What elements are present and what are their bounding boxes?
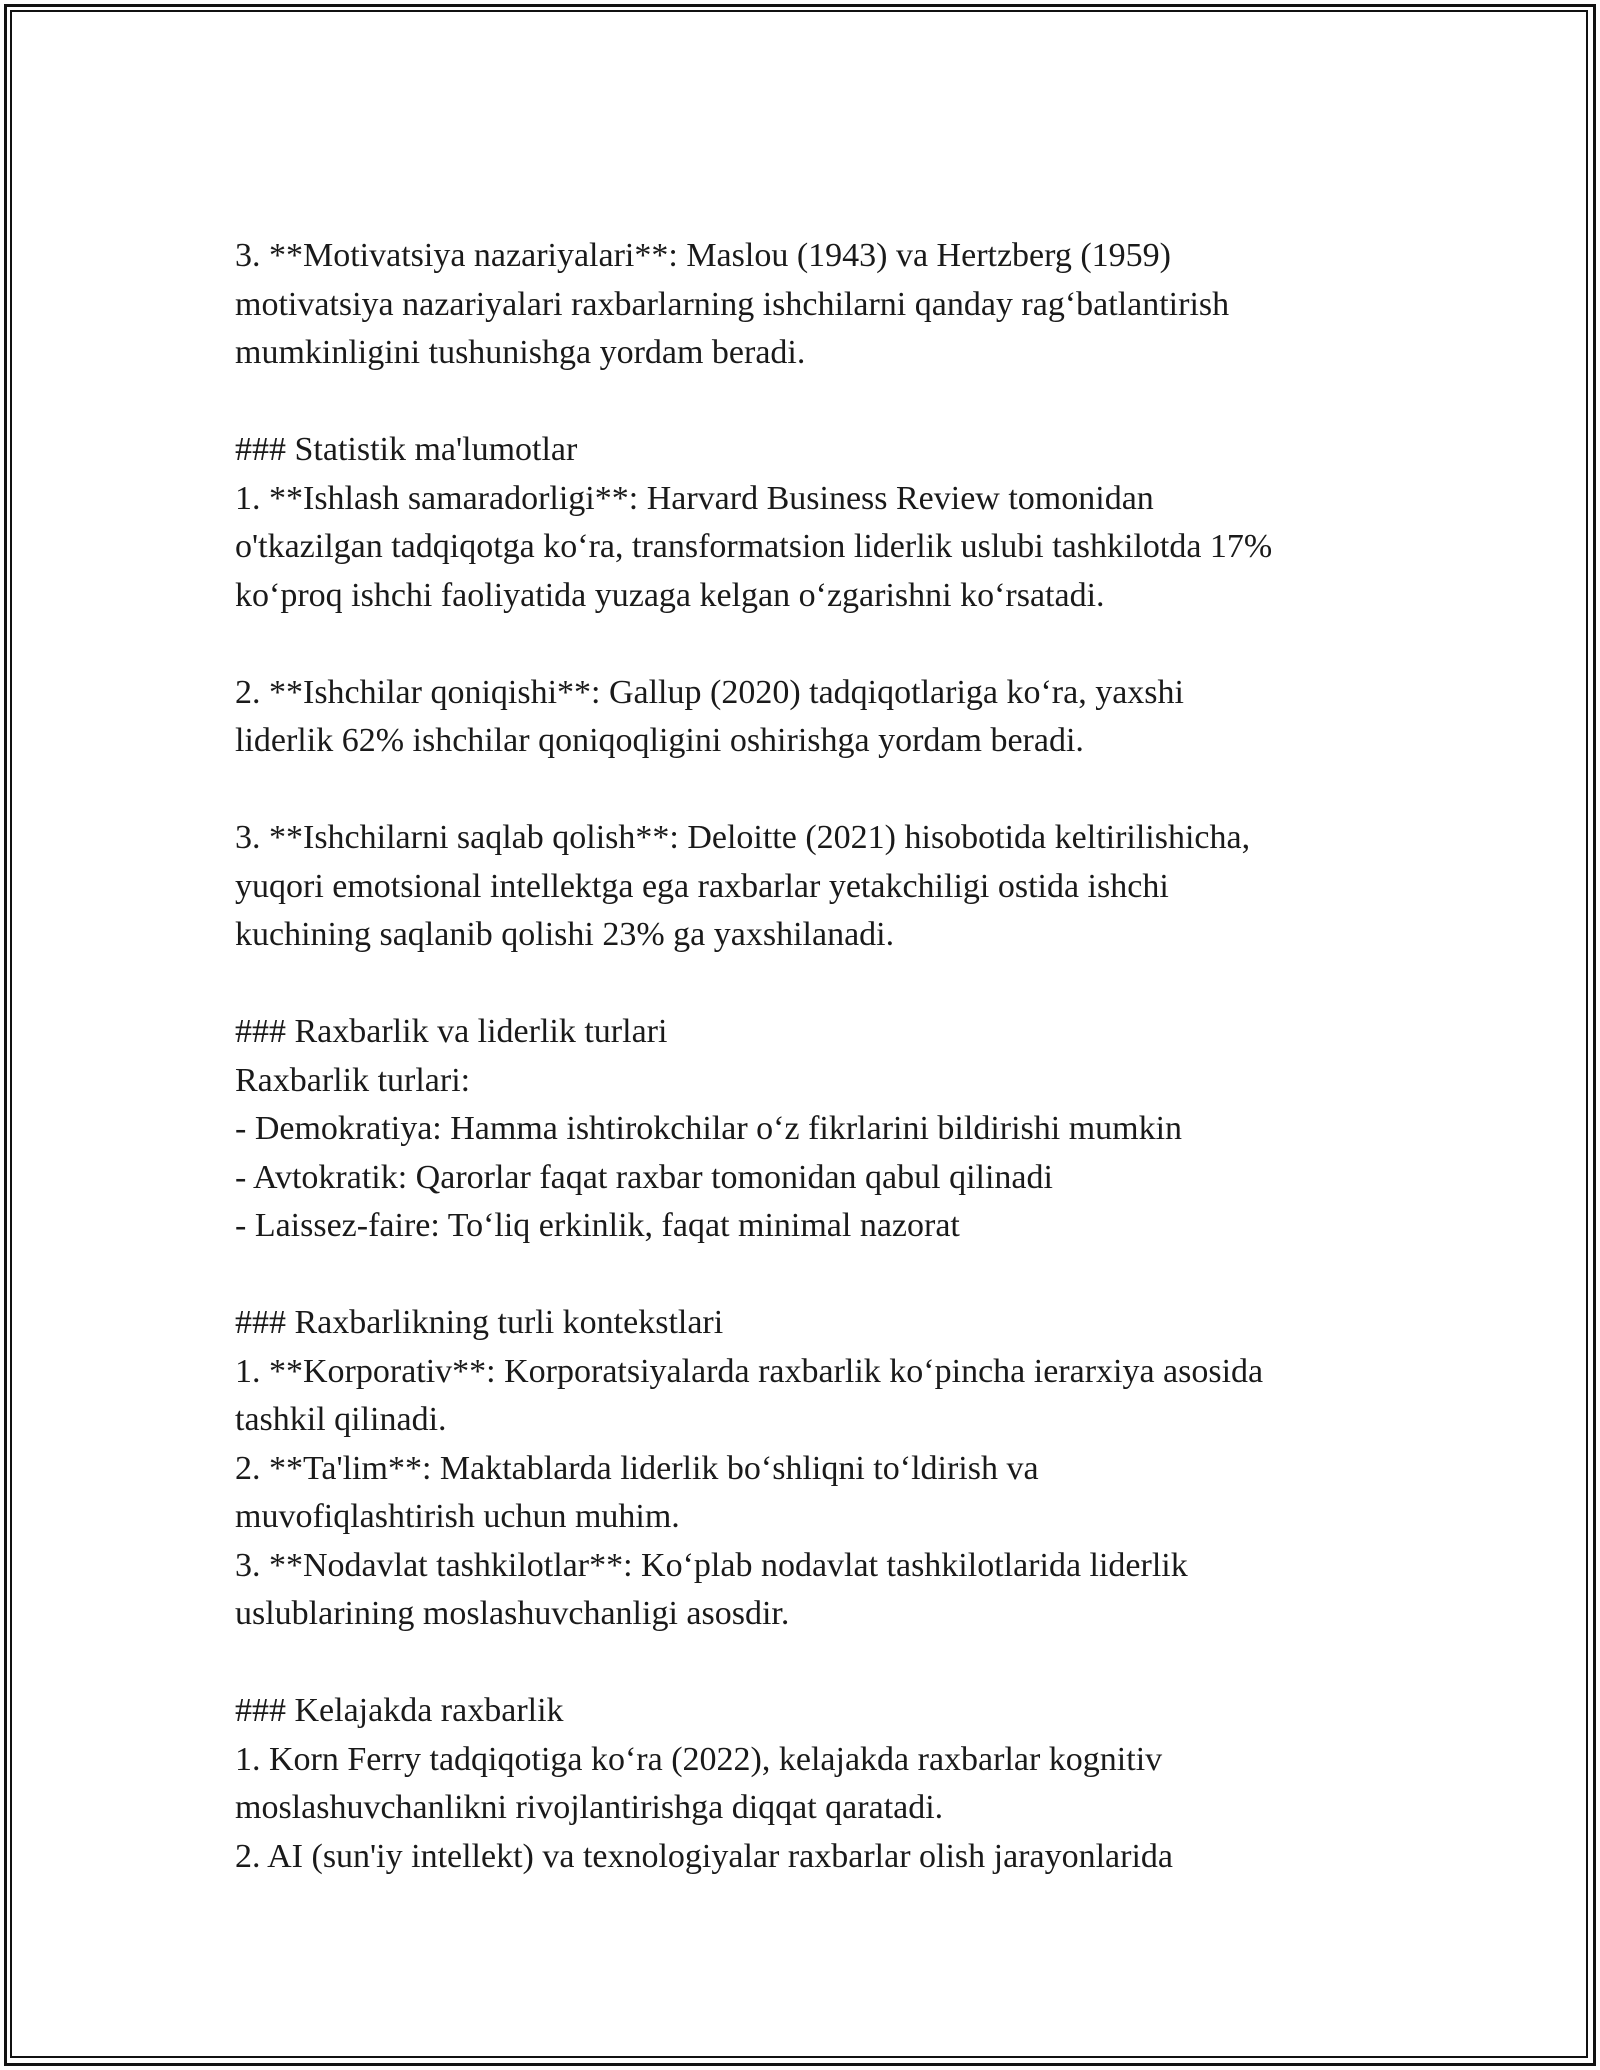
text-line: 1. Korn Ferry tadqiqotiga ko‘ra (2022), kelajakda raxbarlar kognitiv xyxy=(235,1740,1163,1778)
paragraph-motivation-theories xyxy=(235,232,1375,378)
paragraph-employee-satisfaction xyxy=(235,669,1375,766)
section-leadership-contexts xyxy=(235,1299,1375,1639)
text-line: ko‘proq ishchi faoliyatida yuzaga kelgan o‘zgarishni ko‘rsatadi. xyxy=(235,576,1105,614)
section-heading: ### Kelajakda raxbarlik xyxy=(235,1692,564,1729)
paragraph-gap xyxy=(235,1639,1375,1688)
text-line: 1. **Ishlash samaradorligi**: Harvard Business Review tomonidan xyxy=(235,479,1154,517)
paragraph-gap xyxy=(235,1251,1375,1300)
text-line: liderlik 62% ishchilar qoniqoqligini oshirishga yordam beradi. xyxy=(235,722,1084,759)
text-line: muvofiqlashtirish uchun muhim. xyxy=(235,1498,680,1535)
text-line: tashkil qilinadi. xyxy=(235,1401,447,1438)
section-heading: ### Statistik ma'lumotlar xyxy=(235,431,578,468)
text-line: 1. **Korporativ**: Korporatsiyalarda raxbarlik ko‘pincha ierarxiya asosida xyxy=(235,1352,1264,1390)
text-line: 3. **Nodavlat tashkilotlar**: Ko‘plab nodavlat tashkilotlarida liderlik xyxy=(235,1546,1188,1584)
paragraph-gap xyxy=(235,620,1375,669)
paragraph-employee-retention xyxy=(235,814,1375,960)
section-heading: ### Raxbarlikning turli kontekstlari xyxy=(235,1304,724,1341)
text-line: kuchining saqlanib qolishi 23% ga yaxshilanadi. xyxy=(235,916,895,953)
list-item: - Laissez-faire: To‘liq erkinlik, faqat minimal nazorat xyxy=(235,1207,960,1244)
text-line: moslashuvchanlikni rivojlantirishga diqqat qaratadi. xyxy=(235,1789,944,1826)
list-item: - Avtokratik: Qarorlar faqat raxbar tomonidan qabul qilinadi xyxy=(235,1158,1053,1196)
text-line: 2. **Ta'lim**: Maktablarda liderlik bo‘shliqni to‘ldirish va xyxy=(235,1449,1039,1487)
paragraph-gap xyxy=(235,378,1375,427)
list-item: - Demokratiya: Hamma ishtirokchilar o‘z fikrlarini bildirishi mumkin xyxy=(235,1110,1183,1147)
paragraph-gap xyxy=(235,960,1375,1009)
text-line: mumkinligini tushunishga yordam beradi. xyxy=(235,334,806,371)
text-line: 3. **Motivatsiya nazariyalari**: Maslou (1943) va Hertzberg (1959) xyxy=(235,237,1171,274)
text-line: 3. **Ishchilarni saqlab qolish**: Deloitte (2021) hisobotida keltirilishicha, xyxy=(235,819,1251,856)
text-line: motivatsiya nazariyalari raxbarlarning ishchilarni qanday rag‘batlantirish xyxy=(235,285,1230,323)
section-heading: ### Raxbarlik va liderlik turlari xyxy=(235,1013,668,1050)
section-leadership-types xyxy=(235,1008,1375,1251)
paragraph-gap xyxy=(235,766,1375,815)
text-line: uslublarining moslashuvchanligi asosdir. xyxy=(235,1595,790,1632)
text-line: o'tkazilgan tadqiqotga ko‘ra, transformatsion liderlik uslubi tashkilotda 17% xyxy=(235,528,1273,565)
section-statistics xyxy=(235,426,1375,620)
text-line: Raxbarlik turlari: xyxy=(235,1061,471,1099)
text-line: 2. **Ishchilar qoniqishi**: Gallup (2020) tadqiqotlariga ko‘ra, yaxshi xyxy=(235,673,1184,711)
document-body xyxy=(235,232,1375,1881)
section-future-leadership xyxy=(235,1687,1375,1881)
text-line: yuqori emotsional intellektga ega raxbarlar yetakchiligi ostida ishchi xyxy=(235,867,1169,905)
text-line: 2. AI (sun'iy intellekt) va texnologiyalar raxbarlar olish jarayonlarida xyxy=(235,1837,1173,1875)
